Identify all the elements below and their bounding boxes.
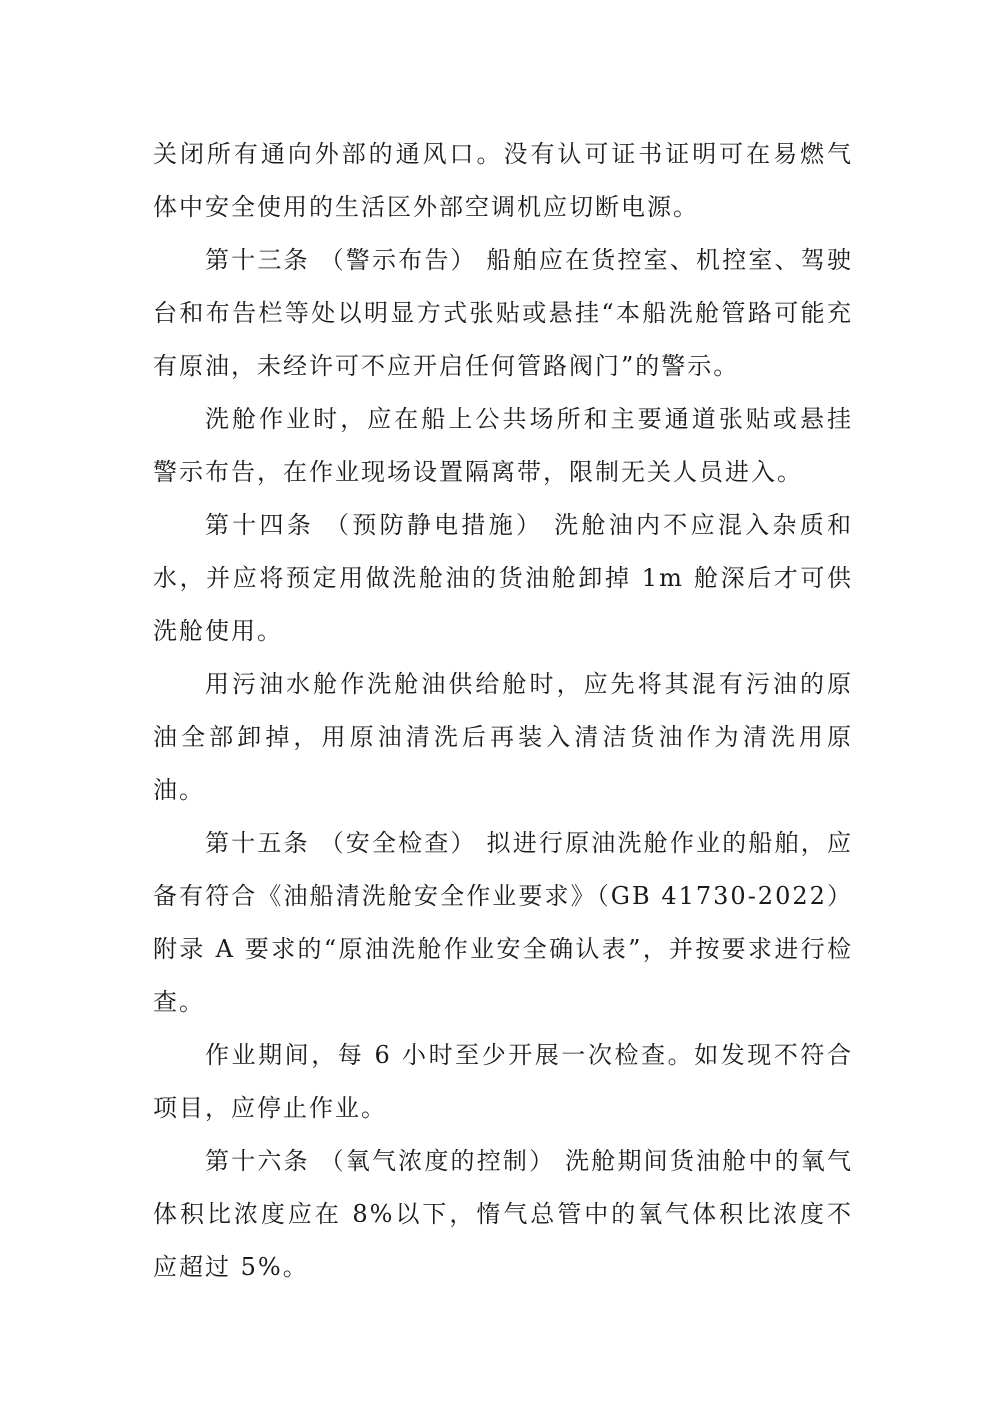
article-14-slop-tank-paragraph: 用污油水舱作洗舱油供给舱时，应先将其混有污油的原油全部卸掉，用原油清洗后再装入清洁货油作为清洗用原油。: [153, 670, 853, 804]
article-15-paragraph: 第十五条 （安全检查） 拟进行原油洗舱作业的船舶，应备有符合《油船清洗舱安全作业要求》（GB 41730-2022）附录 A 要求的“原油洗舱作业安全确认表”，并按要求进行检查。: [153, 829, 853, 1016]
article-15-inspection-paragraph: 作业期间，每 6 小时至少开展一次检查。如发现不符合项目，应停止作业。: [153, 1041, 853, 1122]
paragraph-continuation: 关闭所有通向外部的通风口。没有认可证书证明可在易燃气体中安全使用的生活区外部空调机应切断电源。: [153, 140, 853, 221]
article-13-warning-paragraph: 洗舱作业时，应在船上公共场所和主要通道张贴或悬挂警示布告，在作业现场设置隔离带，限制无关人员进入。: [153, 405, 853, 486]
article-16-paragraph: 第十六条 （氧气浓度的控制） 洗舱期间货油舱中的氧气体积比浓度应在 8%以下，惰气总管中的氧气体积比浓度不应超过 5%。: [153, 1147, 853, 1281]
article-14-paragraph: 第十四条 （预防静电措施） 洗舱油内不应混入杂质和水，并应将预定用做洗舱油的货油舱卸掉 1m 舱深后才可供洗舱使用。: [153, 511, 853, 645]
article-13-paragraph: 第十三条 （警示布告） 船舶应在货控室、机控室、驾驶台和布告栏等处以明显方式张贴或悬挂“本船洗舱管路可能充有原油，未经许可不应开启任何管路阀门”的警示。: [153, 246, 853, 380]
document-body: [153, 128, 853, 1294]
